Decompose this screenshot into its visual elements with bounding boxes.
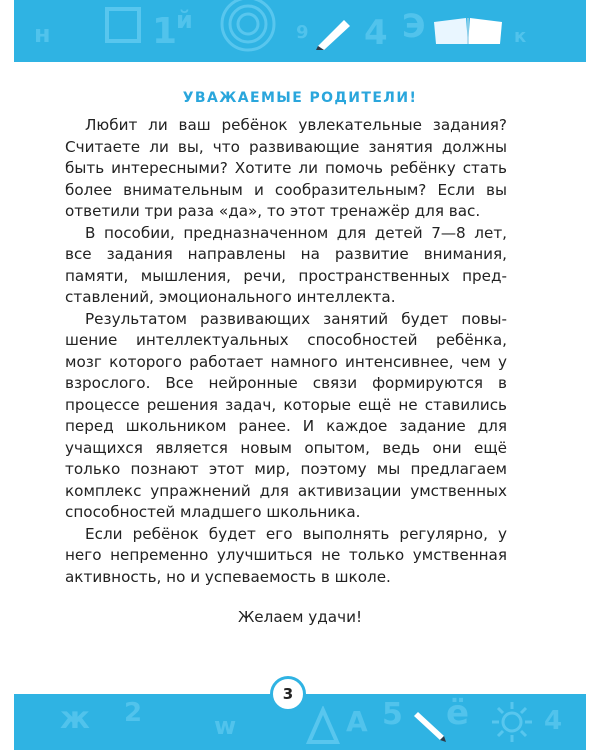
letter-k-icon: к — [514, 26, 527, 47]
header-decor-band — [14, 0, 586, 62]
letter-ishort-icon: й — [176, 6, 193, 34]
closing-wish: Желаем удачи! — [237, 608, 363, 626]
digit-9-icon: 9 — [296, 22, 309, 43]
digit-4-icon: 4 — [544, 706, 563, 736]
pencil-icon — [412, 708, 448, 744]
page-title: УВАЖАЕМЫЕ РОДИТЕЛИ! — [182, 90, 418, 106]
digit-2-icon: 2 — [124, 698, 143, 728]
letter-e-icon: Э — [402, 7, 426, 45]
pencil-icon — [314, 14, 354, 50]
page-number: 3 — [270, 676, 306, 712]
paragraph-4: Если ребёнок будет его выполнять регулярно, у него непременно улучшиться не только умственная активность, но и успеваемость в школе. — [65, 524, 507, 586]
paragraph-1: Любит ли ваш ребёнок увлекательные задания? Считаете ли вы, что развивающие занятия должны быть интересными? Хотите ли помочь ребёнку стать более внимательным и сообразительным? Если вы ответили три раза «да», то этот тренажёр для вас. — [65, 116, 507, 220]
square-outline-icon — [102, 4, 144, 46]
paragraph-2: В пособии, предназначенном для детей 7—8 лет, все задания направлены на развитие внимания, памяти, мышления, речи, пространственных представлений, эмоционального интеллекта. — [65, 223, 507, 306]
sun-icon — [490, 700, 534, 744]
letter-n-icon: н — [34, 20, 51, 48]
open-book-icon — [432, 14, 504, 48]
letter-a-icon: А — [346, 705, 368, 738]
letter-w-icon: w — [214, 712, 237, 740]
letter-yo-icon: ё — [446, 694, 470, 733]
digit-5-icon: 5 — [382, 697, 403, 732]
concentric-circles-icon — [218, 0, 278, 54]
intro-text — [65, 115, 507, 588]
digit-1-icon: 1 — [152, 11, 178, 52]
letter-zh-icon: ж — [60, 701, 90, 736]
paragraph-3: Результатом развивающих занятий будет повышение интеллектуальных способностей ребёнка, мозг которого работает намного интенсивнее, чем у взрослого. Все нейронные связи формируются в процессе решения задач, которые ещё не ставились перед школьником ранее. И каждое задание для учащихся является новым опытом, ведь они ещё только познают этот мир, поэтому мы предлагаем комплекс упражнений для активизации умственных способностей младшего школьника. — [65, 309, 507, 521]
digit-4-icon: 4 — [364, 13, 388, 53]
triangle-outline-icon — [306, 706, 340, 746]
